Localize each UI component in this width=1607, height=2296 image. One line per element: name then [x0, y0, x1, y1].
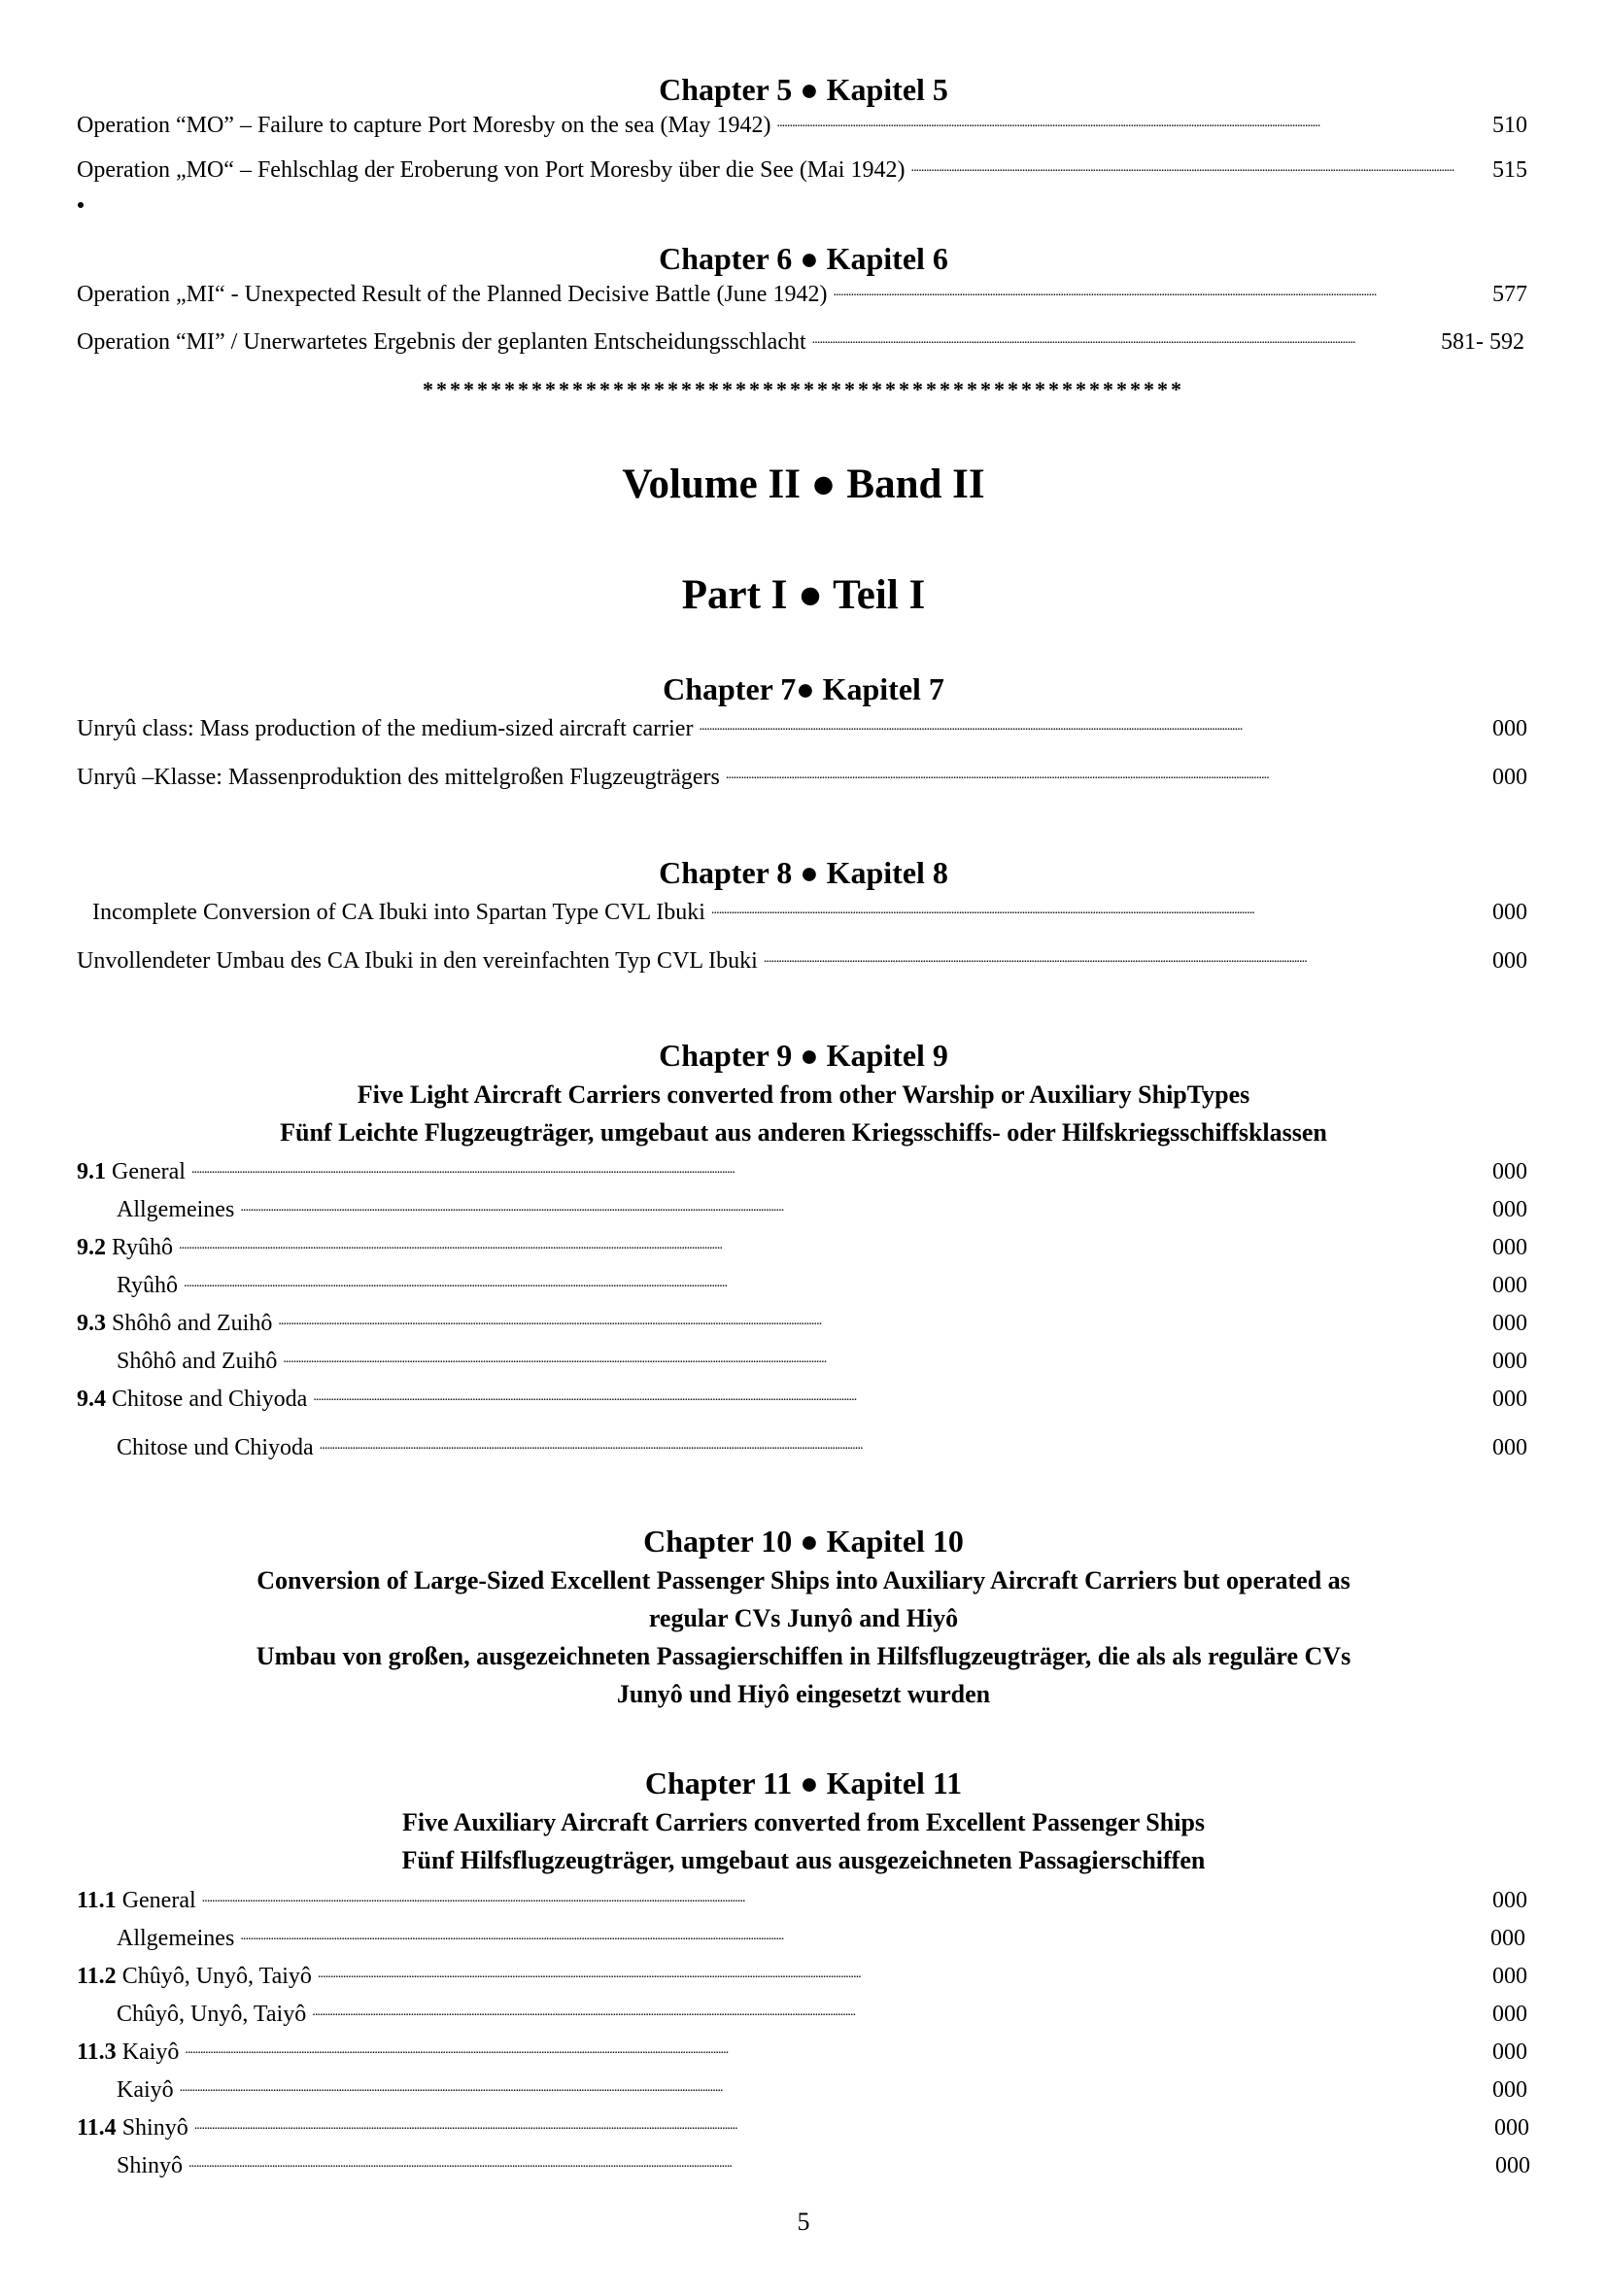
toc-entry-page: 581- 592 — [1441, 329, 1524, 355]
toc-entry-title: Shinyô — [121, 2115, 188, 2141]
toc-entry-page: 000 — [1492, 1273, 1527, 1298]
toc-entry-title: General — [112, 1159, 186, 1184]
chapter-11-heading: Chapter 11 ● Kapitel 11 — [644, 1765, 963, 1800]
dot-leader — [185, 2038, 1487, 2059]
toc-entry-page: 000 — [1492, 2039, 1527, 2065]
chapter-7-heading: Chapter 7● Kapitel 7 — [663, 671, 944, 706]
dot-leader — [240, 1195, 1487, 1217]
toc-entry-title: Unvollendeter Umbau des CA Ibuki in den vereinfachten Typ CVL Ibuki — [77, 948, 758, 974]
section-number: 9.1 — [77, 1159, 106, 1184]
toc-entry-page: 000 — [1492, 2077, 1527, 2103]
toc-entry-title: Kaiyô — [117, 2077, 174, 2103]
dot-leader — [240, 1924, 1485, 1945]
toc-entry[interactable] — [77, 714, 1527, 743]
toc-entry-title: Shôhô and Zuihô — [117, 1349, 278, 1374]
toc-entry-page: 000 — [1492, 716, 1527, 741]
dot-leader — [312, 2000, 1487, 2021]
chapter-10-subtitle-line: Umbau von großen, ausgezeichneten Passagierschiffen in Hilfsflugzeugträger, die als als reguläre CVs — [256, 1642, 1351, 1670]
chapter-6-heading: Chapter 6 ● Kapitel 6 — [659, 241, 948, 276]
dot-leader — [699, 714, 1487, 736]
toc-entry-title: Chitose und Chiyoda — [117, 1435, 314, 1460]
toc-entry[interactable] — [77, 280, 1527, 309]
toc-entry[interactable] — [77, 1233, 1527, 1262]
toc-entry-page: 515 — [1492, 157, 1527, 183]
toc-entry[interactable] — [117, 1195, 1527, 1224]
toc-entry-title: Operation „MI“ - Unexpected Result of the Planned Decisive Battle (June 1942) — [77, 282, 828, 307]
dot-leader — [711, 898, 1487, 919]
toc-entry-title: Unryû –Klasse: Massenproduktion des mittelgroßen Flugzeugträgers — [77, 765, 720, 790]
toc-entry-title: Operation „MO“ – Fehlschlag der Eroberung von Port Moresby über die See (Mai 1942) — [77, 157, 906, 183]
toc-entry-page: 000 — [1492, 1349, 1527, 1374]
toc-entry[interactable] — [77, 763, 1527, 792]
toc-entry-page: 000 — [1492, 900, 1527, 925]
chapter-9-heading: Chapter 9 ● Kapitel 9 — [659, 1038, 948, 1073]
chapter-11-subtitle-en: Five Auxiliary Aircraft Carriers converted from Excellent Passenger Ships — [401, 1808, 1206, 1836]
dot-leader — [179, 1233, 1487, 1254]
dot-leader — [726, 763, 1487, 784]
toc-entry-page: 000 — [1490, 1926, 1525, 1951]
dot-leader — [833, 280, 1487, 301]
toc-entry[interactable] — [92, 898, 1527, 927]
section-number: 11.4 — [77, 2115, 117, 2141]
section-number: 9.2 — [77, 1235, 106, 1260]
toc-entry-title: Chûyô, Unyô, Taiyô — [121, 1964, 312, 1989]
toc-entry[interactable] — [77, 946, 1527, 976]
toc-entry-page: 000 — [1492, 1235, 1527, 1260]
toc-entry-page: 000 — [1492, 1435, 1527, 1460]
toc-entry-page: 000 — [1494, 2115, 1529, 2141]
toc-entry-page: 577 — [1492, 282, 1527, 307]
toc-entry[interactable] — [77, 327, 1524, 357]
toc-entry-title: Operation “MO” – Failure to capture Port Moresby on the sea (May 1942) — [77, 113, 771, 138]
chapter-9-subtitle-de: Fünf Leichte Flugzeugträger, umgebaut aus anderen Kriegsschiffs- oder Hilfskriegsschiffsklassen — [280, 1118, 1327, 1147]
dot-leader — [188, 2151, 1489, 2173]
toc-entry-title: Incomplete Conversion of CA Ibuki into Spartan Type CVL Ibuki — [92, 900, 705, 925]
toc-entry[interactable] — [77, 1385, 1527, 1414]
chapter-10-subtitle-line: Conversion of Large-Sized Excellent Passenger Ships into Auxiliary Aircraft Carriers but operated as — [256, 1566, 1351, 1594]
toc-entry-page: 000 — [1492, 1387, 1527, 1412]
dot-leader — [180, 2075, 1487, 2097]
chapter-9-subtitle-en: Five Light Aircraft Carriers converted from other Warship or Auxiliary ShipTypes — [357, 1080, 1250, 1109]
toc-entry-title: Operation “MI” / Unerwartetes Ergebnis der geplanten Entscheidungsschlacht — [77, 329, 806, 355]
chapter-8-heading: Chapter 8 ● Kapitel 8 — [659, 855, 948, 890]
toc-entry[interactable] — [77, 1157, 1527, 1186]
dot-leader — [776, 111, 1487, 132]
toc-entry-title: Ryûhô — [117, 1273, 179, 1298]
separator-stars: ******************************************************** — [423, 377, 1184, 401]
toc-entry-title: Allgemeines — [117, 1197, 235, 1222]
dot-leader — [320, 1433, 1487, 1455]
volume-heading: Volume II ● Band II — [622, 462, 985, 507]
toc-entry[interactable] — [117, 1271, 1527, 1300]
toc-entry[interactable] — [117, 2000, 1527, 2029]
chapter-10-heading: Chapter 10 ● Kapitel 10 — [643, 1524, 964, 1559]
toc-entry-title: Kaiyô — [121, 2039, 180, 2065]
toc-entry-title: Shôhô and Zuihô — [112, 1311, 273, 1336]
toc-entry[interactable] — [77, 111, 1527, 140]
section-number: 9.4 — [77, 1387, 106, 1412]
toc-entry-title: Unryû class: Mass production of the medium-sized aircraft carrier — [77, 716, 694, 741]
toc-entry-page: 510 — [1492, 113, 1527, 138]
toc-entry[interactable] — [117, 1924, 1525, 1953]
toc-entry-page: 000 — [1492, 948, 1527, 974]
toc-entry[interactable] — [117, 1347, 1527, 1376]
chapter-10-subtitle-line: Junyô und Hiyô eingesetzt wurden — [616, 1680, 991, 1708]
toc-entry-page: 000 — [1492, 1159, 1527, 1184]
toc-entry[interactable] — [77, 1886, 1527, 1915]
toc-entry-page: 000 — [1492, 1888, 1527, 1913]
chapter-10-subtitle-line: regular CVs Junyô and Hiyô — [648, 1604, 959, 1632]
part-heading: Part I ● Teil I — [681, 572, 926, 618]
toc-entry-page: 000 — [1492, 1964, 1527, 1989]
toc-entry[interactable] — [117, 2075, 1527, 2105]
dot-leader — [194, 2113, 1488, 2135]
section-number: 11.1 — [77, 1888, 117, 1913]
toc-entry[interactable] — [77, 1962, 1527, 1991]
toc-entry-page: 000 — [1492, 765, 1527, 790]
dot-leader — [202, 1886, 1487, 1907]
toc-entry-title: Ryûhô — [112, 1235, 174, 1260]
page-number: 5 — [797, 2208, 810, 2236]
toc-entry-page: 000 — [1492, 2002, 1527, 2027]
toc-entry-page: 000 — [1492, 1197, 1527, 1222]
toc-entry-title: Allgemeines — [117, 1926, 235, 1951]
dot-leader — [191, 1157, 1487, 1179]
dot-leader — [812, 327, 1435, 349]
dot-leader — [283, 1347, 1487, 1368]
toc-entry-title: Chitose and Chiyoda — [112, 1387, 308, 1412]
dot-leader — [184, 1271, 1487, 1292]
section-number: 9.3 — [77, 1311, 106, 1336]
toc-entry-page: 000 — [1492, 1311, 1527, 1336]
dot-leader — [313, 1385, 1487, 1406]
toc-entry[interactable] — [77, 155, 1527, 185]
toc-entry[interactable] — [77, 1309, 1527, 1338]
toc-entry[interactable] — [77, 2038, 1527, 2067]
toc-entry[interactable] — [77, 2113, 1529, 2142]
dot-leader — [910, 155, 1487, 177]
toc-entry[interactable] — [117, 1433, 1527, 1462]
toc-entry-title: Chûyô, Unyô, Taiyô — [117, 2002, 307, 2027]
dot-leader — [278, 1309, 1487, 1330]
chapter-5-heading: Chapter 5 ● Kapitel 5 — [659, 72, 948, 107]
dot-leader — [318, 1962, 1487, 1983]
section-number: 11.3 — [77, 2039, 117, 2065]
section-number: 11.2 — [77, 1964, 117, 1989]
chapter-11-subtitle-de: Fünf Hilfsflugzeugträger, umgebaut aus ausgezeichneten Passagierschiffen — [401, 1846, 1206, 1874]
dot-leader — [764, 946, 1487, 968]
toc-entry-title: Shinyô — [117, 2153, 184, 2178]
stray-dot — [78, 202, 84, 208]
toc-entry[interactable] — [117, 2151, 1530, 2180]
toc-entry-title: General — [121, 1888, 196, 1913]
toc-entry-page: 000 — [1495, 2153, 1530, 2178]
